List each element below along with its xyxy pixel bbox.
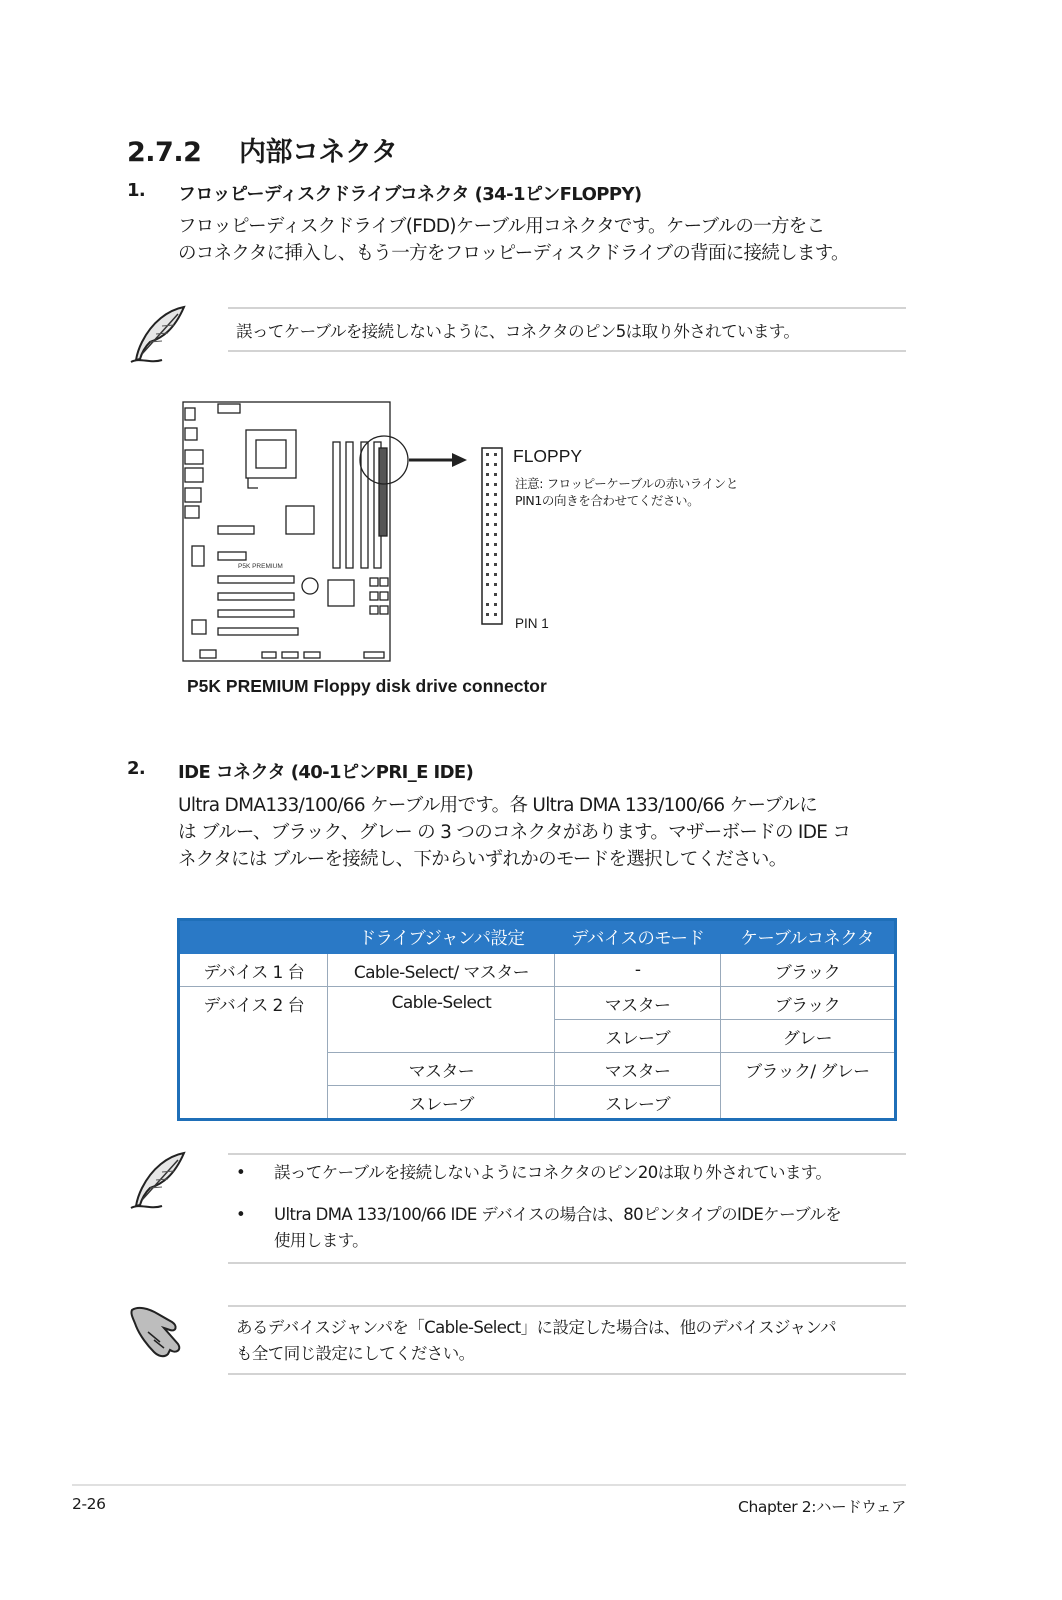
section-number: 2.7.2 [127, 137, 202, 168]
chapter-title: Chapter 2:ハードウェア [738, 1498, 906, 1516]
connector-pin [486, 573, 489, 576]
section-title [127, 130, 397, 169]
floppy-connector-pinout [481, 447, 503, 627]
connector-pin [486, 603, 489, 606]
connector-pin [494, 613, 497, 616]
connector-pin [486, 473, 489, 476]
connector-pin [494, 453, 497, 456]
connector-pin [494, 463, 497, 466]
connector-pin [486, 463, 489, 466]
feather-pen-icon [128, 1150, 188, 1212]
note3-text: あるデバイスジャンパを「Cable-Select」に設定した場合は、他のデバイスジャンパ も全て同じ設定にしてください。 [236, 1318, 837, 1363]
connector-pin [486, 453, 489, 456]
note1-bottom-rule [228, 350, 906, 352]
ide-jumper-table [177, 918, 897, 1121]
note2-top-rule [228, 1153, 906, 1155]
connector-pin [494, 543, 497, 546]
item1-body: フロッピーディスクドライブ(FDD)ケーブル用コネクタです。ケーブルの一方をこ のコネクタに挿入し、もう一方をフロッピーディスクドライブの背面に接続します。 [178, 216, 849, 264]
item1-title: フロッピーディスクドライブコネクタ (34-1ピンFLOPPY) [178, 184, 642, 205]
page-number: 2-26 [72, 1495, 106, 1513]
connector-pin [494, 513, 497, 516]
item1-heading [127, 180, 827, 204]
connector-pin [494, 493, 497, 496]
connector-pin [486, 513, 489, 516]
connector-pin [486, 563, 489, 566]
floppy-caution: 注意: フロッピーケーブルの赤いラインと PIN1の向きを合わせてください。 [515, 476, 738, 508]
connector-pin [486, 493, 489, 496]
table-row: デバイス 1 台 Cable-Select/ マスター - ブラック [179, 954, 896, 987]
connector-pin [494, 483, 497, 486]
connector-pin [486, 483, 489, 486]
item2-title: IDE コネクタ (40-1ピンPRI_E IDE) [178, 762, 474, 783]
connector-pin [494, 593, 497, 596]
note1-text: 誤ってケーブルを接続しないように、コネクタのピン5は取り外されています。 [236, 322, 800, 341]
connector-pin [494, 523, 497, 526]
connector-pin [494, 563, 497, 566]
note2-bullet-2: • Ultra DMA 133/100/66 IDE デバイスの場合は、80ピンタイプのIDEケーブルを 使用します。 [236, 1205, 842, 1250]
item2-number: 2. [127, 758, 146, 779]
table-row: スレーブ グレー [179, 1020, 896, 1053]
connector-pin [494, 603, 497, 606]
connector-pin [494, 533, 497, 536]
section-heading: 内部コネクタ [239, 137, 398, 168]
hand-icon [128, 1300, 190, 1358]
motherboard-diagram [178, 398, 618, 666]
connector-pin [486, 553, 489, 556]
pin1-label: PIN 1 [515, 616, 549, 631]
item2-body: Ultra DMA133/100/66 ケーブル用です。各 Ultra DMA 133/100/66 ケーブルに は ブルー、ブラック、グレー の 3 つのコネクタがあります。マザーボードの IDE コ ネクタには ブルーを接続し、下からいずれかのモードを選択してください。 [178, 795, 851, 870]
floppy-label: FLOPPY [513, 446, 583, 466]
figure-caption: P5K PREMIUM Floppy disk drive connector [187, 676, 547, 696]
connector-pin [486, 543, 489, 546]
note3-bottom-rule [228, 1373, 906, 1375]
connector-pin [486, 503, 489, 506]
connector-pin [494, 553, 497, 556]
note2-bullet-1: • 誤ってケーブルを接続しないようにコネクタのピン20は取り外されています。 [236, 1163, 832, 1182]
item1-number: 1. [127, 180, 146, 201]
footer-rule [72, 1484, 906, 1486]
connector-pin [494, 573, 497, 576]
note1-top-rule [228, 307, 906, 309]
note3-top-rule [228, 1305, 906, 1307]
connector-pin [486, 613, 489, 616]
table-row: デバイス 2 台 Cable-Select マスター ブラック [179, 987, 896, 1020]
table-row: スレーブ スレーブ [179, 1086, 896, 1120]
connector-pin [486, 583, 489, 586]
connector-pin [486, 533, 489, 536]
connector-pin [486, 523, 489, 526]
connector-pin [494, 473, 497, 476]
note2-bottom-rule [228, 1262, 906, 1264]
feather-pen-icon [128, 304, 188, 366]
table-header-row: ドライブジャンパ設定 デバイスのモード ケーブルコネクタ [179, 920, 896, 955]
connector-pin [494, 583, 497, 586]
item2-heading [127, 758, 827, 782]
table-row: マスター マスター ブラック/ グレー [179, 1053, 896, 1086]
connector-pin [494, 503, 497, 506]
board-model-label: P5K PREMIUM [238, 563, 283, 570]
